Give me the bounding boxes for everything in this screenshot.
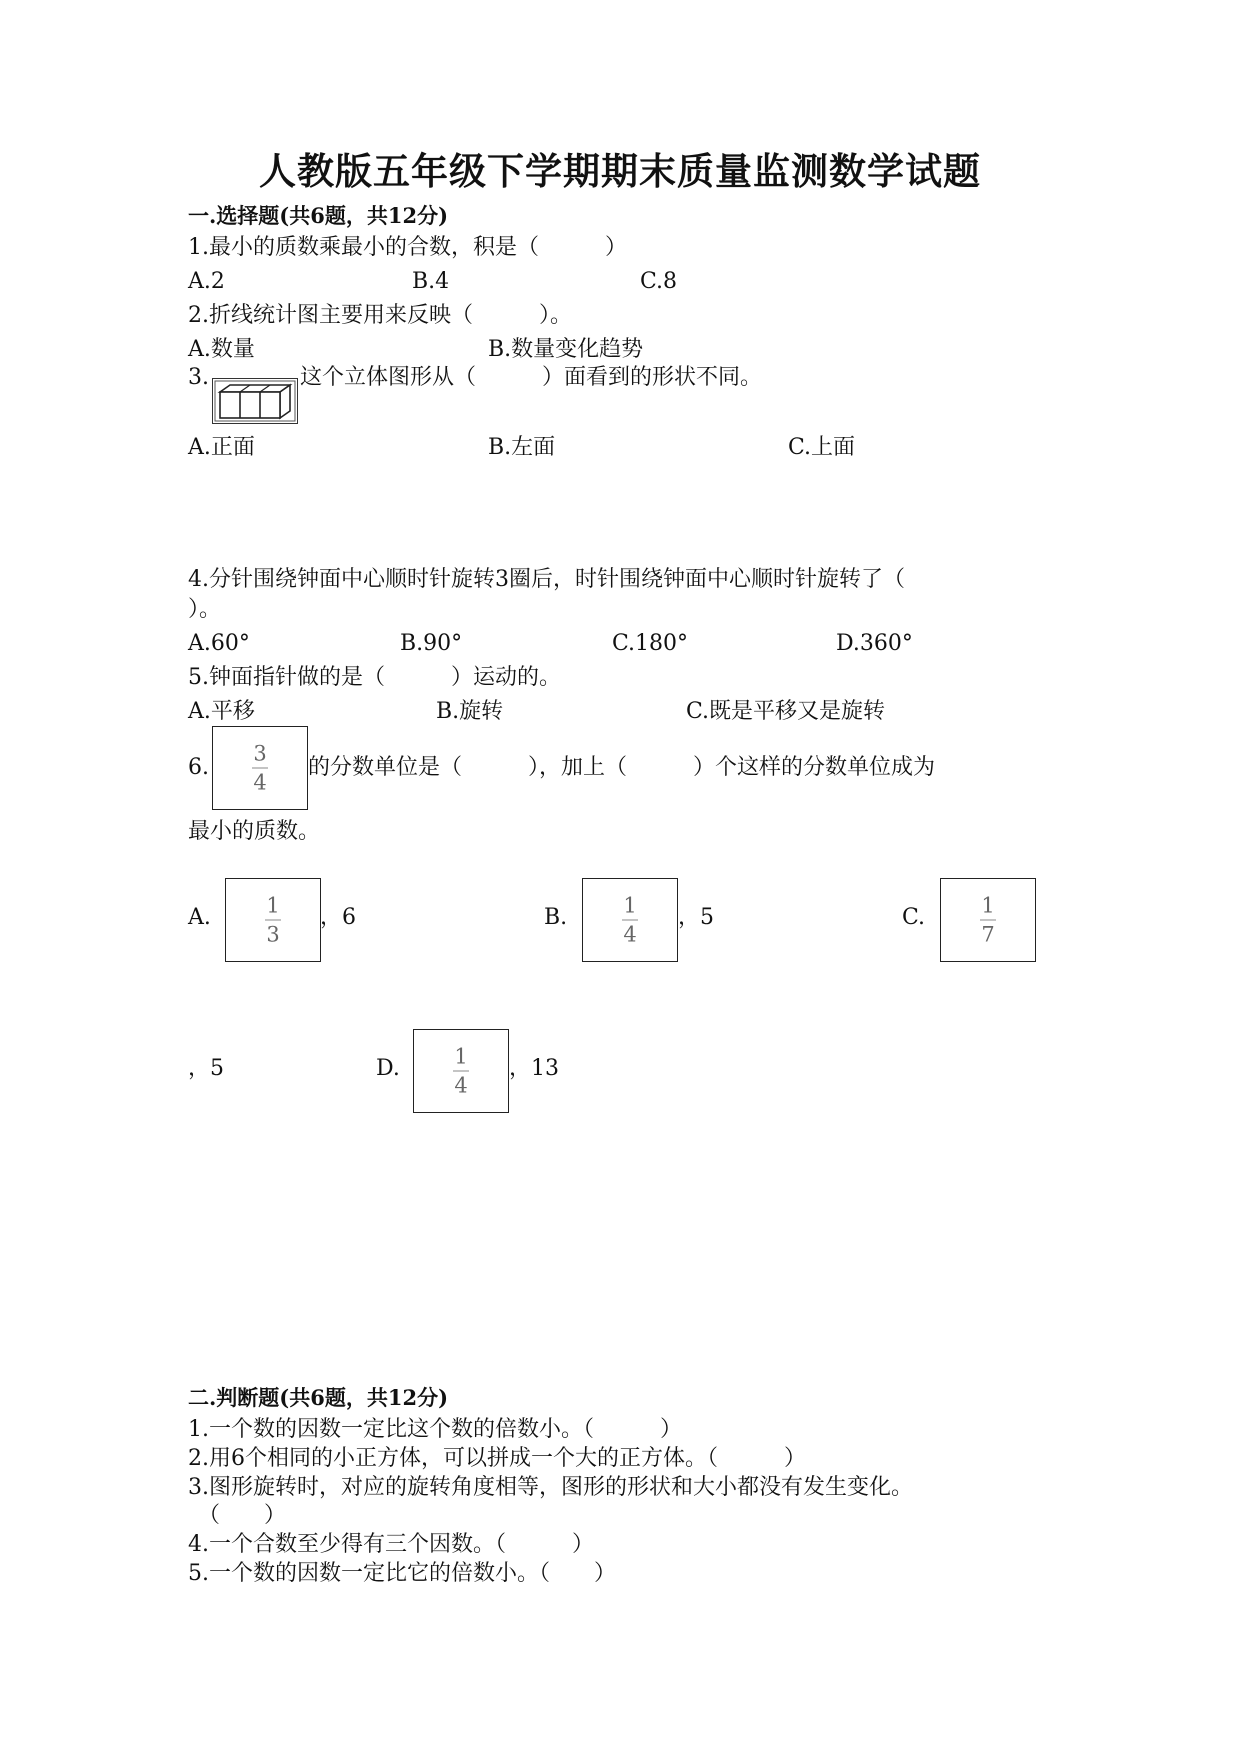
judgement-item: 1.一个数的因数一定比这个数的倍数小。（ ） bbox=[188, 1417, 682, 1442]
question-3-stem: 这个立体图形从（ ）面看到的形状不同。 bbox=[300, 365, 763, 390]
fraction-numerator: 3 bbox=[253, 741, 267, 766]
fraction-1-3 bbox=[226, 895, 320, 946]
question-1-option-a: A.2 bbox=[188, 269, 225, 294]
question-5-option-a: A.平移 bbox=[188, 699, 255, 724]
question-1-option-b: B.4 bbox=[412, 269, 450, 294]
option-c-fraction-box bbox=[940, 878, 1036, 962]
question-3-option-a: A.正面 bbox=[188, 435, 255, 460]
fraction-denominator: 7 bbox=[981, 922, 995, 947]
section-heading-choice: 一.选择题(共6题，共12分) bbox=[188, 203, 449, 228]
judgement-item: 2.用6个相同的小正方体，可以拼成一个大的正方体。（ ） bbox=[188, 1446, 806, 1471]
question-2-option-b: B.数量变化趋势 bbox=[488, 337, 644, 362]
fraction-denominator: 4 bbox=[253, 770, 267, 795]
fraction-denominator: 4 bbox=[454, 1073, 468, 1098]
judgement-item-continuation: （ ） bbox=[198, 1503, 287, 1528]
question-4-option-c: C.180° bbox=[612, 631, 689, 656]
question-3-number: 3. bbox=[188, 365, 209, 390]
question-2-option-a: A.数量 bbox=[188, 337, 255, 362]
fraction-3-4 bbox=[213, 743, 307, 794]
judgement-item: 3.图形旋转时，对应的旋转角度相等，图形的形状和大小都没有发生变化。 bbox=[188, 1475, 913, 1500]
question-6-option-d-tail: ，13 bbox=[509, 1056, 559, 1081]
question-6-option-d-label: D. bbox=[376, 1056, 400, 1081]
question-5-stem: 5.钟面指针做的是（ ）运动的。 bbox=[188, 665, 561, 690]
question-3-option-b: B.左面 bbox=[488, 435, 556, 460]
question-3-option-c: C.上面 bbox=[788, 435, 856, 460]
fraction-numerator: 1 bbox=[981, 893, 995, 918]
fraction-bar bbox=[453, 1071, 469, 1072]
question-4-option-b: B.90° bbox=[400, 631, 463, 656]
fraction-1-4 bbox=[414, 1046, 508, 1097]
fraction-1-4 bbox=[583, 895, 677, 946]
question-6-option-c-label: C. bbox=[902, 905, 926, 930]
question-6-option-a-tail: ，6 bbox=[320, 905, 356, 930]
fraction-denominator: 3 bbox=[266, 922, 280, 947]
question-6-option-b-label: B. bbox=[544, 905, 568, 930]
question-6-option-a-label: A. bbox=[188, 905, 211, 930]
question-6-stem-line1: 的分数单位是（ ），加上（ ）个这样的分数单位成为 bbox=[308, 755, 936, 780]
question-1-stem: 1.最小的质数乘最小的合数，积是（ ） bbox=[188, 235, 627, 260]
fraction-bar bbox=[622, 920, 638, 921]
fraction-bar bbox=[980, 920, 996, 921]
judgement-item: 4.一个合数至少得有三个因数。（ ） bbox=[188, 1532, 594, 1557]
question-1-option-c: C.8 bbox=[640, 269, 678, 294]
question-6-stem-line2: 最小的质数。 bbox=[188, 819, 321, 844]
fraction-numerator: 1 bbox=[266, 893, 280, 918]
judgement-item: 5.一个数的因数一定比它的倍数小。（ ） bbox=[188, 1561, 616, 1586]
fraction-bar bbox=[265, 920, 281, 921]
question-2-stem: 2.折线统计图主要用来反映（ ）。 bbox=[188, 303, 572, 328]
fraction-denominator: 4 bbox=[623, 922, 637, 947]
section-heading-judgement: 二.判断题(共6题，共12分) bbox=[188, 1385, 449, 1410]
cube-figure-icon bbox=[212, 378, 298, 424]
fraction-bar bbox=[252, 768, 268, 769]
fraction-1-7 bbox=[941, 895, 1035, 946]
option-b-fraction-box bbox=[582, 878, 678, 962]
question-4-option-a: A.60° bbox=[188, 631, 250, 656]
option-d-fraction-box bbox=[413, 1029, 509, 1113]
fraction-numerator: 1 bbox=[454, 1044, 468, 1069]
question-6-option-b-tail: ，5 bbox=[678, 905, 714, 930]
question-4-stem-line1: 4.分针围绕钟面中心顺时针旋转3圈后，时针围绕钟面中心顺时针旋转了（ bbox=[188, 567, 905, 592]
question-5-option-c: C.既是平移又是旋转 bbox=[686, 699, 886, 724]
question-5-option-b: B.旋转 bbox=[436, 699, 504, 724]
option-a-fraction-box bbox=[225, 878, 321, 962]
question-6-option-c-tail: ，5 bbox=[188, 1056, 224, 1081]
fraction-3-4-box bbox=[212, 726, 308, 810]
question-4-option-d: D.360° bbox=[836, 631, 913, 656]
question-6-number: 6. bbox=[188, 755, 209, 780]
page-title: 人教版五年级下学期期末质量监测数学试题 bbox=[259, 149, 981, 193]
fraction-numerator: 1 bbox=[623, 893, 637, 918]
question-4-stem-line2: ）。 bbox=[188, 597, 222, 622]
